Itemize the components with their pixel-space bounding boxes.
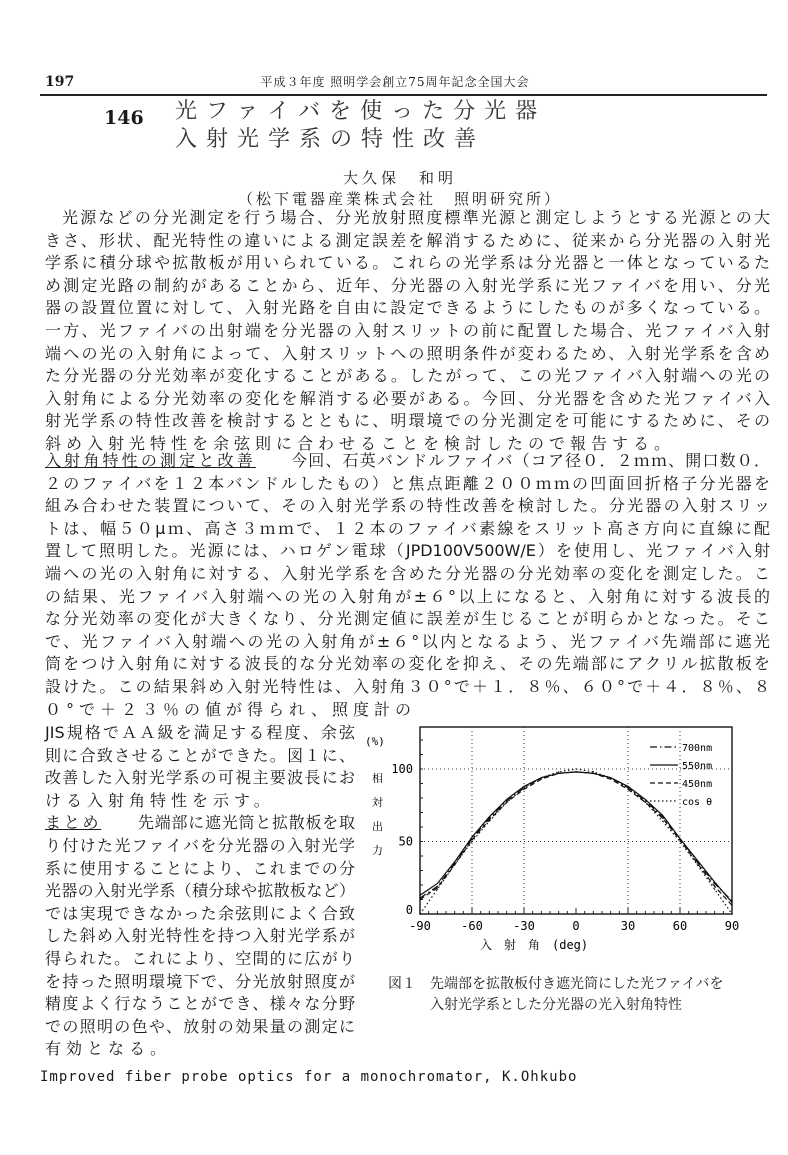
section2-line: り付けた光ファイバを分光器の入射光学 — [45, 836, 355, 855]
intro-line: 射光学系の特性改善を検討するとともに、明環境での分光測定を可能にするために、その — [45, 411, 770, 431]
data-point — [697, 863, 698, 864]
data-point — [419, 895, 420, 896]
intro-line: 一方、光ファイバの出射端を分光器の入射スリットの前に配置した場合、光ファイバ入射 — [45, 321, 770, 340]
page-number: 197 — [45, 74, 75, 90]
section1-line: ２のファイバを１２本バンドルしたもの）と焦点距離２００ｍｍの凹面回折格子分光器を — [45, 473, 770, 493]
section2-line: 系に使用することにより、これまでの分 — [45, 858, 355, 878]
y-axis-label-char: 対 — [372, 796, 383, 809]
x-tick-label: -30 — [513, 919, 535, 933]
data-point — [437, 889, 438, 890]
data-point — [679, 839, 680, 840]
section1-text: 今回、石英バンドルファイバ（コア径０．２ｍｍ、開口数０． — [289, 451, 770, 470]
section1-line: JIS規格でＡＡ級を満足する程度、余弦 — [45, 723, 355, 742]
section1-line: 組み合わせた装置について、その入射光学系の特性改善を検討した。分光器の入射スリッ — [45, 496, 770, 516]
data-point — [610, 777, 611, 778]
intro-line: 斜め入射光特性を余弦則に合わせることを検討したので報告する。 — [45, 434, 676, 453]
section-heading: 入射角特性の測定と改善 — [45, 451, 256, 470]
section2-line: での照明の色や、放射の効果量の測定に — [45, 1016, 355, 1036]
y-tick-label: 100 — [391, 762, 413, 776]
intro-line: 光源などの分光測定を行う場合、分光放射照度標準光源と測定しようとする光源との大 — [62, 208, 770, 227]
section1-line: 筒をつけ入射角に対する波長的な分光効率の変化を抑え、その先端部にアクリル拡散板を — [45, 654, 770, 674]
data-point — [645, 802, 646, 803]
x-tick-label: 90 — [724, 919, 740, 933]
data-point — [610, 779, 611, 780]
legend-label: 450nm — [682, 779, 713, 790]
section2-text: 先端部に遮光筒と拡散板を取 — [137, 813, 355, 833]
paper-number: 146 — [104, 107, 144, 129]
data-point — [662, 821, 663, 822]
section1-line: 則に合致させることができた。図１に、 — [45, 745, 355, 765]
data-point — [541, 777, 542, 778]
data-point — [593, 773, 594, 774]
legend-label: 550nm — [682, 761, 713, 772]
section2-line: を持った照明環境下で、分光放射照度が — [45, 971, 355, 991]
figure-1-chart — [360, 725, 760, 955]
data-point — [506, 802, 507, 803]
section1-line: の結果、光ファイバ入射端への光の入射角が±６°以上になると、入射角に対する波長的 — [45, 586, 770, 606]
data-point — [731, 905, 732, 906]
y-axis-label-char: 相 — [372, 772, 383, 785]
section1-line: 置して照明した。光源には、ハロゲン電球（JPD100V500W/E）を使用し、光ファイバ入射 — [45, 541, 770, 561]
section2-line: 得られた。これにより、空間的に広がり — [45, 949, 355, 968]
data-point — [662, 818, 663, 819]
data-point — [662, 815, 663, 816]
section1-line: トは、幅５０μｍ、高さ３ｍｍで、１２本のファイバ素線をスリット高さ方向に直線に配 — [45, 518, 770, 538]
figure-caption-line-1: 先端部を拡散板付き遮光筒にした光ファイバを — [430, 976, 724, 992]
data-point — [541, 779, 542, 780]
figure-caption-label: 図１ — [388, 976, 416, 992]
legend-label: 700nm — [682, 743, 713, 754]
data-point — [471, 837, 472, 838]
section1-line: ける入射角特性を示す。 — [45, 790, 275, 810]
section1-line: な分光効率の変化が大きくなり、分光測定値に誤差が生じることが明らかとなった。そこ — [45, 609, 770, 629]
data-point — [437, 883, 438, 884]
data-point — [627, 787, 628, 788]
y-tick-label: 0 — [405, 903, 413, 917]
x-tick-label: 60 — [672, 919, 688, 933]
data-point — [471, 841, 472, 842]
section1-line: ０°で＋２３％の値が得られ、照度計の — [45, 699, 416, 719]
data-point — [454, 864, 455, 865]
data-point — [489, 816, 490, 817]
intro-line: 端への光の入射角によって、入射スリットへの照明条件が変わるため、入射光学系を含め — [45, 343, 770, 363]
header-rule — [40, 94, 767, 96]
x-axis-label: 入 射 角 (deg) — [480, 938, 589, 952]
data-point — [697, 860, 698, 861]
series-line-700nm — [420, 772, 732, 901]
data-point — [419, 899, 420, 900]
title-line-2: 入射光学系の特性改善 — [175, 127, 486, 152]
y-tick-label: 50 — [398, 834, 413, 849]
data-point — [714, 882, 715, 883]
data-point — [714, 889, 715, 890]
conference-header: 平成３年度 照明学会創立75周年記念全国大会 — [260, 75, 530, 89]
section1-line: 端への光の入射角に対する、入射光学系を含めた分光器の分光効率の変化を測定した。こ — [45, 564, 770, 583]
data-point — [575, 768, 576, 769]
section-heading: まとめ — [45, 813, 102, 833]
data-point — [558, 773, 559, 774]
section1-line: 改善した入射光学系の可視主要波長にお — [45, 768, 355, 788]
data-point — [419, 897, 420, 898]
x-tick-label: 30 — [620, 919, 636, 933]
intro-line: 学系に積分球や拡散板が用いられている。これらの光学系は分光器と一体となっているた — [45, 253, 770, 273]
data-point — [714, 886, 715, 887]
data-point — [523, 786, 524, 787]
data-point — [489, 821, 490, 822]
data-point — [645, 799, 646, 800]
data-point — [731, 902, 732, 903]
data-point — [437, 887, 438, 888]
x-tick-label: -90 — [409, 919, 431, 933]
x-tick-label: -60 — [461, 919, 483, 933]
title-line-1: 光ファイバを使った分光器 — [175, 99, 547, 124]
legend-label: cos θ — [682, 797, 713, 808]
section2-line: では実現できなかった余弦則によく合致 — [45, 903, 355, 923]
data-point — [523, 789, 524, 790]
intro-line: 器の設置位置に対して、入射光路を自由に設定できるようにしたものが多くなっている。 — [45, 298, 770, 318]
data-point — [593, 771, 594, 772]
y-axis-unit: (%) — [365, 735, 385, 748]
plot-frame — [420, 727, 732, 914]
data-point — [575, 771, 576, 772]
data-point — [523, 787, 524, 788]
intro-line: 入射角による分光効率の変化を解消する必要がある。今回、分光器を含めた光ファイバ入 — [45, 388, 770, 408]
section2-line: 精度よく行なうことができ、様々な分野 — [45, 994, 355, 1014]
y-axis-label-char: 出 — [372, 820, 383, 833]
data-point — [679, 841, 680, 842]
series-line-450nm — [420, 772, 732, 905]
data-point — [419, 913, 420, 914]
section1-line: 設けた。この結果斜め入射光特性は、入射角３０°で＋１．８％、６０°で＋４．８％、８ — [45, 677, 770, 696]
x-tick-label: 0 — [572, 919, 580, 933]
section2-line: した斜め入射光特性を持つ入射光学系が — [45, 926, 355, 946]
section1-line: で、光ファイバ入射端への光の入射角が±６°以内となるよう、光ファイバ先端部に遮光 — [45, 631, 770, 651]
data-point — [454, 861, 455, 862]
section2-line — [45, 812, 355, 834]
intro-line: きさ、形状、配光特性の違いによる測定誤差を解消するために、従来から分光器の入射光 — [45, 230, 770, 250]
data-point — [627, 786, 628, 787]
data-point — [506, 799, 507, 800]
data-point — [558, 771, 559, 772]
figure-caption-line-2: 入射光学系とした分光器の光入射角特性 — [430, 997, 682, 1013]
y-axis-label-char: 力 — [372, 844, 383, 857]
data-point — [471, 839, 472, 840]
author: 大久保 和明 — [342, 169, 457, 187]
intro-line: め測定光路の制約があることから、近年、分光器の入射光学系に光ファイバを用い、分光 — [45, 275, 770, 295]
section2-line: 有効となる。 — [45, 1039, 172, 1059]
section1-line — [45, 450, 770, 472]
data-point — [697, 864, 698, 865]
intro-line: た分光器の分光効率が変化することがある。したがって、この光ファイバ入射端への光の — [45, 366, 770, 386]
section2-line: 光器の入射光学系（積分球や拡散板など） — [45, 881, 355, 901]
data-point — [731, 913, 732, 914]
data-point — [437, 886, 438, 887]
affiliation: （松下電器産業株式会社 照明研究所） — [237, 190, 562, 208]
series-line-550nm — [420, 772, 732, 903]
english-title: Improved fiber probe optics for a monochromator, K.Ohkubo — [40, 1069, 578, 1085]
